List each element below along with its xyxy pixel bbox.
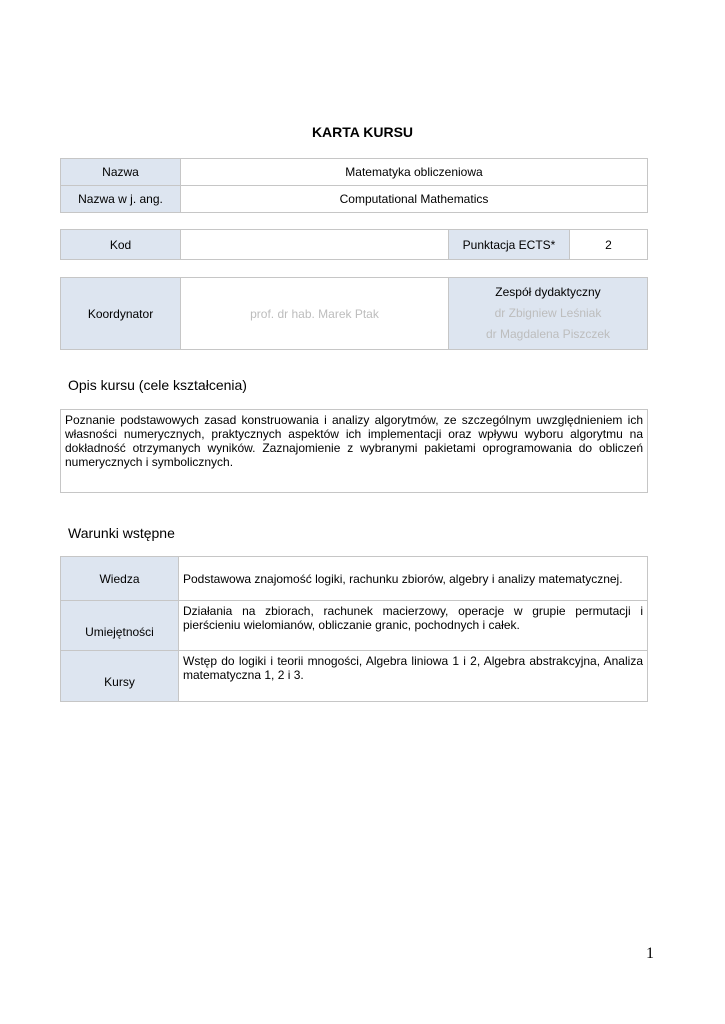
name-value: Matematyka obliczeniowa [181, 159, 648, 186]
name-en-label: Nazwa w j. ang. [61, 186, 181, 213]
prereq-value-knowledge: Podstawowa znajomość logiki, rachunku zbiorów, algebry i analizy matematycznej. [179, 557, 648, 601]
prereq-value-skills: Działania na zbiorach, rachunek macierzowy, operacje w grupie permutacji i pierścieniu wielomianów, obliczanie granic, pochodnych i całek. [179, 601, 648, 651]
page-title: KARTA KURSU [311, 124, 414, 140]
coordinator-value: prof. dr hab. Marek Ptak [181, 278, 449, 350]
code-label: Kod [61, 230, 181, 260]
team-member: dr Magdalena Piszczek [485, 327, 611, 341]
code-table [60, 229, 648, 260]
course-name-table [60, 158, 648, 213]
prereq-label-courses: Kursy [61, 651, 179, 702]
team-table [60, 277, 648, 350]
prereq-label-knowledge: Wiedza [61, 557, 179, 601]
description-text: Poznanie podstawowych zasad konstruowania i analizy algorytmów, ze szczególnym uwzględnieniem ich własności numerycznych, praktycznych aspektów ich implementacji oraz wpływu wyboru algorytmu na dokładność otrzymanych wyników. Zaznajomienie z wybranymi pakietami oprogramowania do obliczeń numerycznych i symbolicznych. [60, 409, 648, 493]
name-en-value: Computational Mathematics [181, 186, 648, 213]
prereq-label-skills: Umiejętności [61, 601, 179, 651]
prerequisites-table [60, 556, 648, 702]
page-number: 1 [646, 945, 654, 962]
team-member: dr Zbigniew Leśniak [494, 306, 602, 320]
code-value [181, 230, 449, 260]
prereq-value-courses: Wstęp do logiki i teorii mnogości, Algebra liniowa 1 i 2, Algebra abstrakcyjna, Analiza matematyczna 1, 2 i 3. [179, 651, 648, 702]
description-heading: Opis kursu (cele kształcenia) [68, 377, 247, 393]
ects-label: Punktacja ECTS* [449, 230, 570, 260]
team-label: Zespół dydaktyczny [495, 285, 601, 299]
name-label: Nazwa [61, 159, 181, 186]
coordinator-label: Koordynator [61, 278, 181, 350]
team-cell [449, 278, 648, 350]
prerequisites-heading: Warunki wstępne [68, 525, 175, 541]
ects-value: 2 [570, 230, 648, 260]
